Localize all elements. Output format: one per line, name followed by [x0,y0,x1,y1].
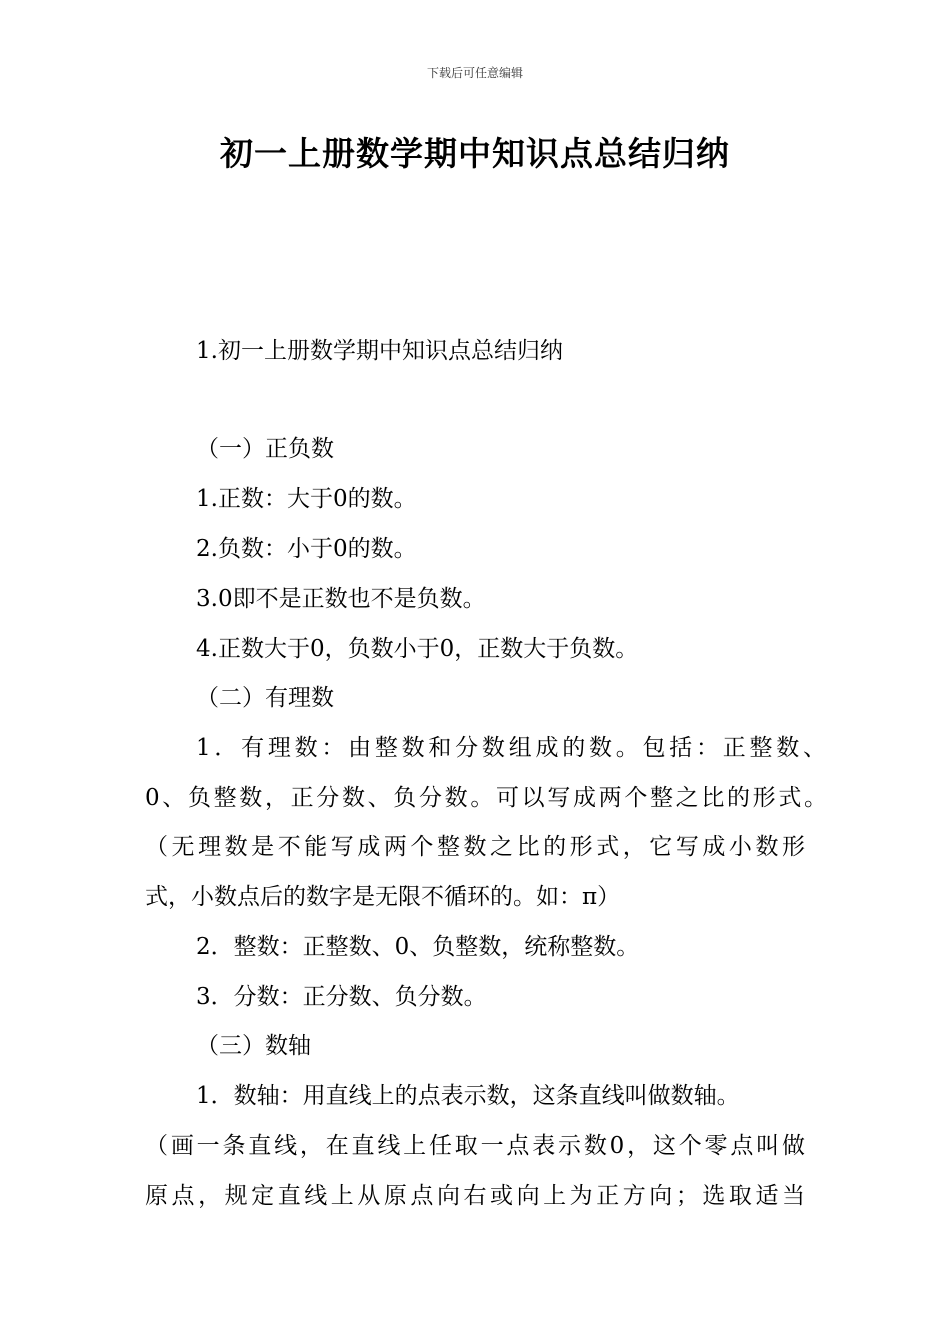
paragraph-line: 3.0即不是正数也不是负数。 [196,586,486,612]
paragraph-line: 2.负数：小于0的数。 [196,536,417,562]
subsection-heading: （三）数轴 [196,1033,311,1059]
subsection-heading: （一）正负数 [196,436,334,462]
paragraph-line: 式，小数点后的数字是无限不循环的。如：π） [145,884,621,910]
paragraph-line: 1.正数：大于0的数。 [196,486,417,512]
subsection-heading: （二）有理数 [196,685,334,711]
paragraph-line: 1．有理数：由整数和分数组成的数。包括：正整数、 [196,735,826,761]
paragraph-line: 1．数轴：用直线上的点表示数，这条直线叫做数轴。 [196,1083,740,1109]
paragraph-line: 4.正数大于0，负数小于0，正数大于负数。 [196,636,639,662]
paragraph-line: 2．整数：正整数、0、负整数，统称整数。 [196,934,640,960]
paragraph-line: 0、负整数，正分数、负分数。可以写成两个整之比的形式。 [145,785,827,811]
section-heading: 1.初一上册数学期中知识点总结归纳 [196,338,563,364]
paragraph-line: 原点，规定直线上从原点向右或向上为正方向；选取适当 [145,1183,805,1209]
header-note: 下载后可任意编辑 [426,66,523,80]
paragraph-line: 3．分数：正分数、负分数。 [196,984,487,1010]
paragraph-line: （无理数是不能写成两个整数之比的形式，它写成小数形 [145,834,805,860]
document-title: 初一上册数学期中知识点总结归纳 [220,134,730,173]
paragraph-line: （画一条直线，在直线上任取一点表示数0，这个零点叫做 [145,1133,805,1159]
